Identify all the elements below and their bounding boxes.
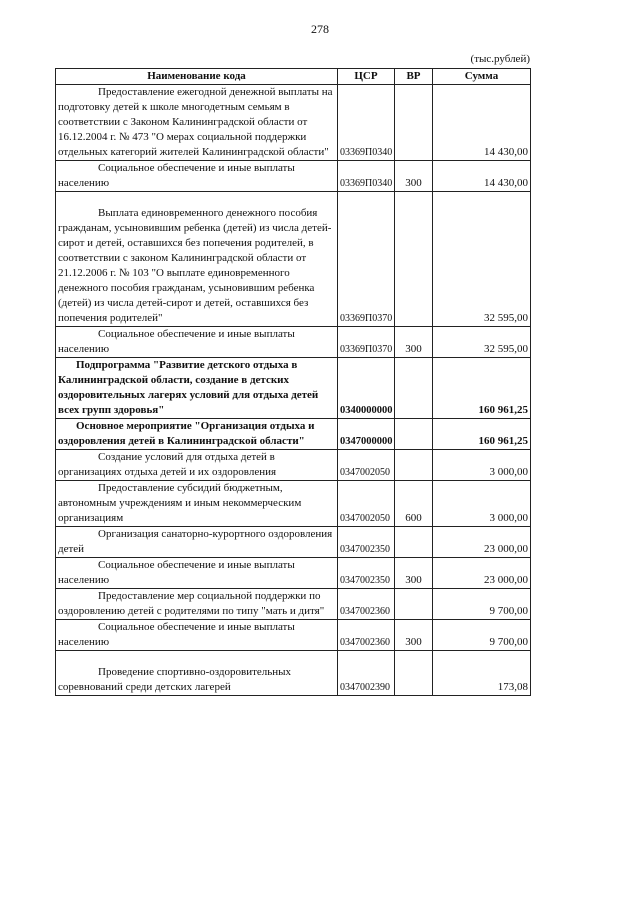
row-vr (395, 651, 433, 696)
row-name-cell (56, 481, 338, 527)
header-name: Наименование кода (56, 69, 338, 85)
row-name-cell (56, 527, 338, 558)
table-body (56, 85, 531, 696)
row-sum: 14 430,00 (433, 85, 531, 161)
row-csr: 0347002390 (338, 651, 395, 696)
row-csr: 0347002050 (338, 450, 395, 481)
header-vr: ВР (395, 69, 433, 85)
row-csr: 0347002050 (338, 481, 395, 527)
row-vr (395, 419, 433, 450)
units-label: (тыс.рублей) (470, 53, 530, 65)
row-vr (395, 192, 433, 327)
row-sum: 160 961,25 (433, 358, 531, 419)
row-vr (395, 589, 433, 620)
row-csr: 0347002360 (338, 620, 395, 651)
row-csr: 03369П0340 (338, 161, 395, 192)
row-vr: 300 (395, 327, 433, 358)
row-csr: 0347000000 (338, 419, 395, 450)
row-sum: 32 595,00 (433, 327, 531, 358)
row-vr: 300 (395, 620, 433, 651)
row-csr: 0347002350 (338, 558, 395, 589)
row-sum: 3 000,00 (433, 481, 531, 527)
row-name: Организация санаторно-курортного оздоровления детей (58, 528, 333, 555)
row-sum: 160 961,25 (433, 419, 531, 450)
row-vr: 300 (395, 161, 433, 192)
row-vr: 300 (395, 558, 433, 589)
row-sum: 9 700,00 (433, 589, 531, 620)
row-sum: 32 595,00 (433, 192, 531, 327)
row-vr: 600 (395, 481, 433, 527)
row-name-cell (56, 450, 338, 481)
table-row (56, 192, 531, 327)
row-name: Создание условий для отдыха детей в организациях отдыха детей и их оздоровления (58, 451, 277, 478)
table-row (56, 327, 531, 358)
row-name-cell (56, 327, 338, 358)
row-name-cell (56, 589, 338, 620)
row-csr: 03369П0370 (338, 192, 395, 327)
row-name: Социальное обеспечение и иные выплаты населению (58, 328, 295, 355)
row-sum: 9 700,00 (433, 620, 531, 651)
table-row (56, 450, 531, 481)
row-csr: 0340000000 (338, 358, 395, 419)
row-csr: 03369П0340 (338, 85, 395, 161)
row-vr (395, 358, 433, 419)
row-name: Социальное обеспечение и иные выплаты населению (58, 621, 295, 648)
row-vr (395, 450, 433, 481)
row-name-cell (56, 651, 338, 696)
table-row (56, 358, 531, 419)
table-row (56, 481, 531, 527)
row-name-cell (56, 358, 338, 419)
table-row (56, 651, 531, 696)
row-sum: 3 000,00 (433, 450, 531, 481)
row-name: Проведение спортивно-оздоровительных соревнований среди детских лагерей (58, 666, 292, 693)
row-name: Предоставление ежегодной денежной выплаты на подготовку детей к школе многодетным семьям в соответствии с Законом Калининградской области от 16.12.2004 г. № 473 "О мерах социальной поддержки отдельных категорий жителей Калининградской области" (58, 86, 333, 158)
header-csr: ЦСР (338, 69, 395, 85)
table-row (56, 589, 531, 620)
row-name-cell (56, 85, 338, 161)
budget-table (55, 68, 531, 696)
row-name: Социальное обеспечение и иные выплаты населению (58, 559, 295, 586)
row-sum: 173,08 (433, 651, 531, 696)
row-name: Выплата единовременного денежного пособия гражданам, усыновившим ребенка (детей) из числа детей-сирот и детей, оставшихся без попечения родителей, в соответствии с законом Калининградской области от 21.12.2006 г. № 103 "О выплате единовременного денежного пособия гражданам, усыновившим ребенка (детей) из числа детей-сирот и детей, оставшихся без попечения родителей" (58, 207, 332, 324)
row-sum: 23 000,00 (433, 558, 531, 589)
row-name-cell (56, 161, 338, 192)
table-header-row (56, 69, 531, 85)
row-sum: 14 430,00 (433, 161, 531, 192)
row-name: Предоставление субсидий бюджетным, автономным учреждениям и иным некоммерческим организациям (58, 482, 302, 524)
row-vr (395, 527, 433, 558)
row-csr: 0347002360 (338, 589, 395, 620)
row-name: Подпрограмма "Развитие детского отдыха в Калининградской области, создание в детских оздоровительных лагерях условий для отдыха детей всех групп здоровья" (58, 359, 319, 416)
row-name: Предоставление мер социальной поддержки по оздоровлению детей с родителями по типу "мать и дитя" (58, 590, 325, 617)
row-name: Социальное обеспечение и иные выплаты населению (58, 162, 295, 189)
row-name-cell (56, 419, 338, 450)
row-name-cell (56, 558, 338, 589)
row-vr (395, 85, 433, 161)
row-name: Основное мероприятие "Организация отдыха и оздоровления детей в Калининградской области" (58, 420, 315, 447)
header-sum: Сумма (433, 69, 531, 85)
row-csr: 03369П0370 (338, 327, 395, 358)
table-row (56, 527, 531, 558)
table-row (56, 85, 531, 161)
table-row (56, 161, 531, 192)
page-number: 278 (311, 22, 329, 36)
table-row (56, 419, 531, 450)
row-csr: 0347002350 (338, 527, 395, 558)
table-row (56, 558, 531, 589)
table-row (56, 620, 531, 651)
row-sum: 23 000,00 (433, 527, 531, 558)
row-name-cell (56, 620, 338, 651)
row-name-cell (56, 192, 338, 327)
